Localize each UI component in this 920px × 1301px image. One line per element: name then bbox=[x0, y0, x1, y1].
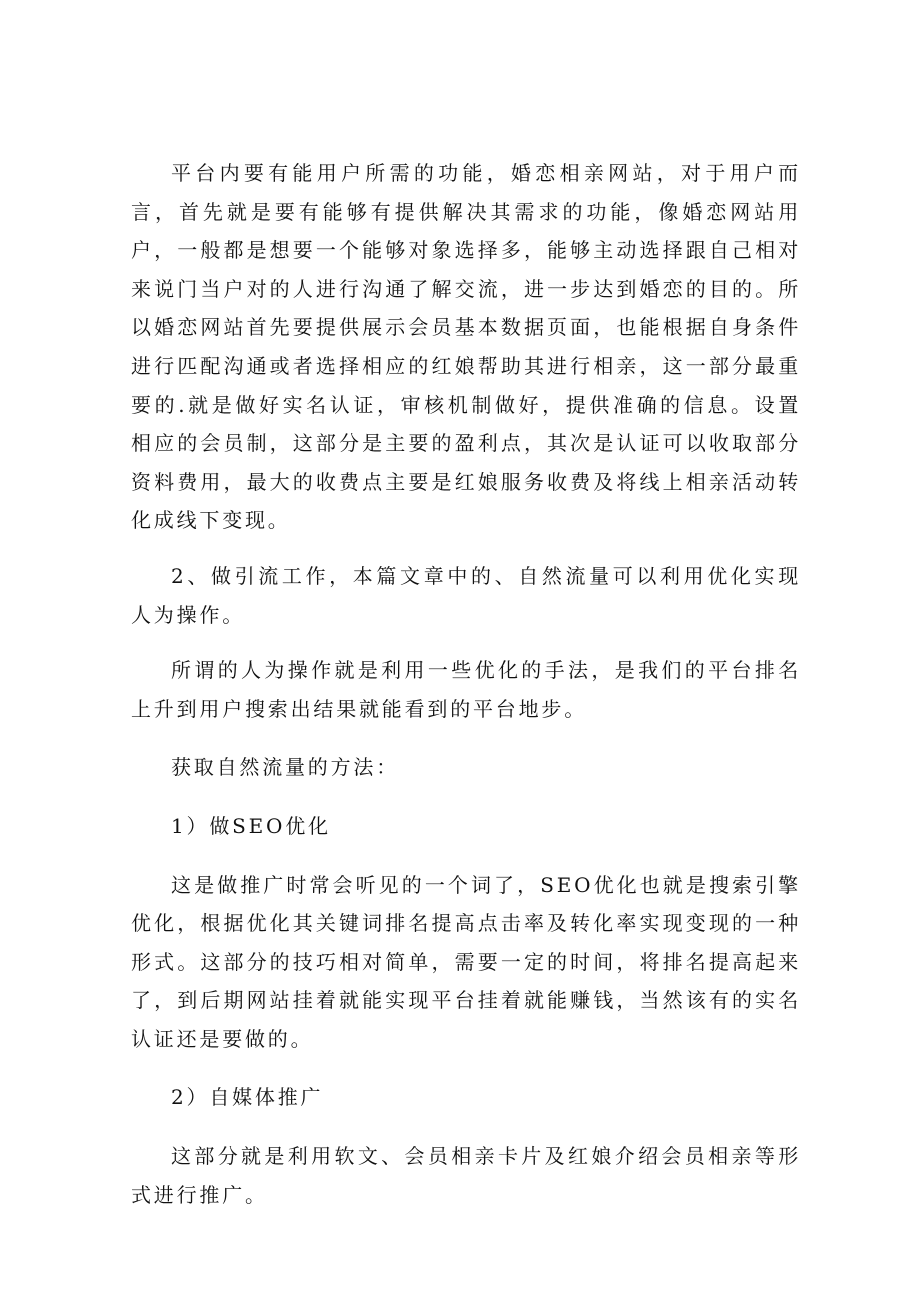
paragraph-natural-traffic-methods: 获取自然流量的方法： bbox=[171, 755, 399, 780]
paragraph-platform-features: 平台内要有能用户所需的功能，婚恋相亲网站，对于用户而言，首先就是要有能够有提供解决其需求的功能，像婚恋网站用户，一般都是想要一个能够对象选择多，能够主动选择跟自己相对来说门当户对的人进行沟通了解交流，进一步达到婚恋的目的。所以婚恋网站首先要提供展示会员基本数据页面，也能根据自身条件进行匹配沟通或者选择相应的红娘帮助其进行相亲，这一部分最重要的.就是做好实名认证，审核机制做好，提供准确的信息。设置相应的会员制，这部分是主要的盈利点，其次是认证可以收取部分资料费用，最大的收费点主要是红娘服务收费及将线上相亲活动转化成线下变现。 bbox=[131, 161, 801, 533]
paragraph-manual-operation: 所谓的人为操作就是利用一些优化的手法，是我们的平台排名上升到用户搜索出结果就能看到的平台地步。 bbox=[131, 658, 801, 721]
paragraph-self-media-description: 这部分就是利用软文、会员相亲卡片及红娘介绍会员相亲等形式进行推广。 bbox=[131, 1144, 801, 1207]
heading-seo: 1）做SEO优化 bbox=[171, 813, 331, 838]
heading-self-media: 2）自媒体推广 bbox=[171, 1085, 324, 1110]
paragraph-traffic-work: 2、做引流工作，本篇文章中的、自然流量可以利用优化实现人为操作。 bbox=[131, 563, 801, 627]
document-body bbox=[131, 154, 801, 1214]
paragraph-seo-description: 这是做推广时常会听见的一个词了，SEO优化也就是搜索引擎优化，根据优化其关键词排名提高点击率及转化率实现变现的一种形式。这部分的技巧相对简单，需要一定的时间，将排名提高起来了，到后期网站挂着就能实现平台挂着就能赚钱，当然该有的实名认证还是要做的。 bbox=[131, 872, 801, 1051]
